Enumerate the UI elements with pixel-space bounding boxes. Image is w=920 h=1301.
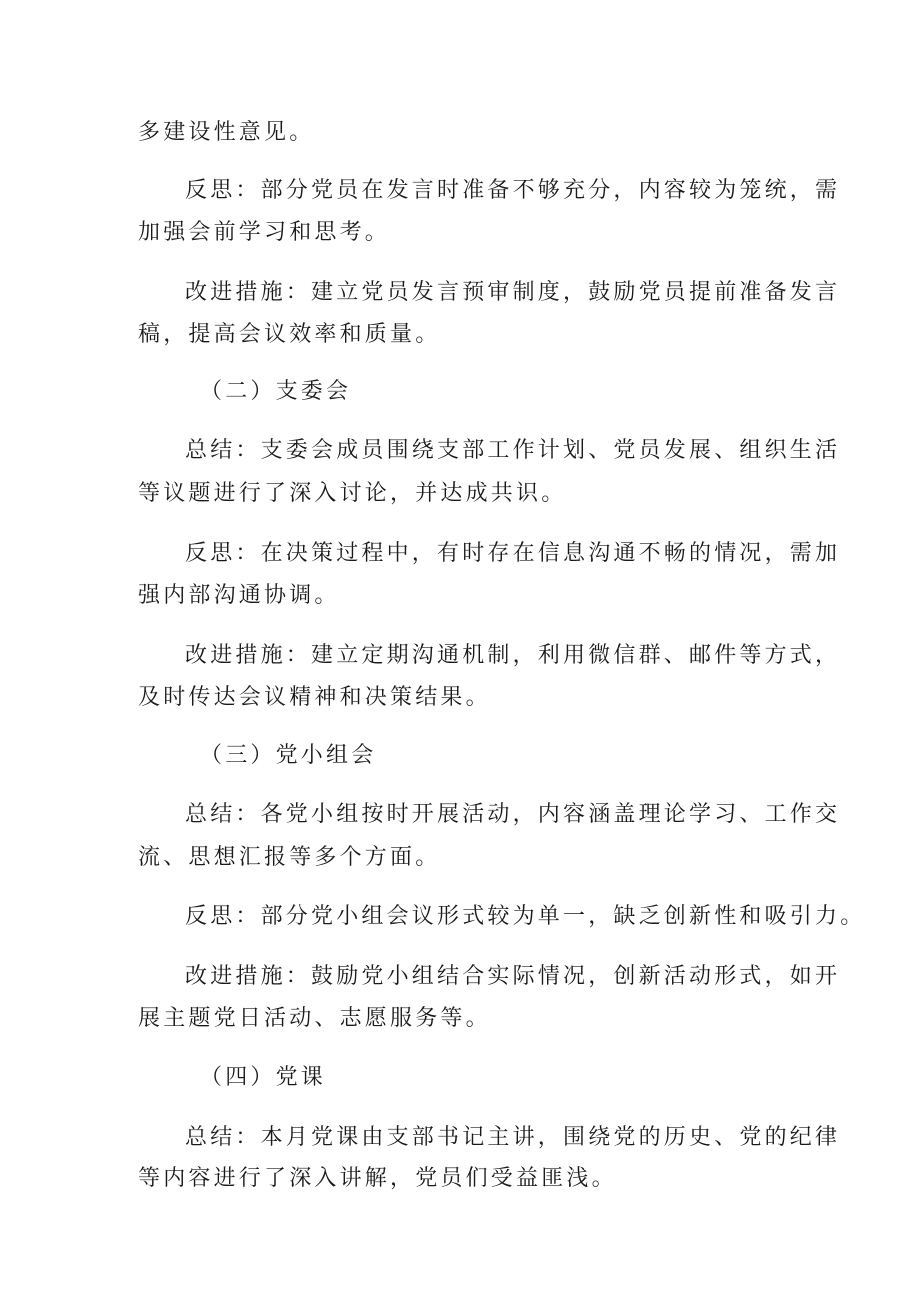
paragraph-line: 总结：本月党课由支部书记主讲，围绕党的历史、党的纪律 — [185, 1125, 841, 1150]
paragraph-line: 总结：各党小组按时开展活动，内容涵盖理论学习、工作交 — [185, 802, 841, 827]
paragraph-line: 反思：部分党员在发言时准备不够充分，内容较为笼统，需 — [185, 178, 841, 203]
paragraph-line: 展主题党日活动、志愿服务等。 — [138, 1006, 491, 1031]
paragraph-line: 改进措施：鼓励党小组结合实际情况，创新活动形式，如开 — [185, 964, 841, 989]
paragraph-line: 加强会前学习和思考。 — [138, 220, 391, 245]
paragraph-line: 及时传达会议精神和决策结果。 — [138, 685, 491, 710]
paragraph-line: 流、思想汇报等多个方面。 — [138, 845, 441, 870]
paragraph-line: 稿，提高会议效率和质量。 — [138, 322, 441, 347]
paragraph-line: 等内容进行了深入讲解，党员们受益匪浅。 — [138, 1166, 617, 1191]
paragraph-line: 反思：部分党小组会议形式较为单一，缺乏创新性和吸引力。 — [185, 904, 866, 929]
paragraph-line: 等议题进行了深入讨论，并达成共识。 — [138, 481, 567, 506]
section-heading: （三）党小组会 — [200, 743, 377, 768]
section-heading: （四）党课 — [200, 1065, 327, 1090]
paragraph-line: 改进措施：建立党员发言预审制度，鼓励党员提前准备发言 — [185, 280, 841, 305]
paragraph-line: 强内部沟通协调。 — [138, 583, 340, 608]
paragraph-line: 总结：支委会成员围绕支部工作计划、党员发展、组织生活 — [185, 438, 841, 463]
section-heading: （二）支委会 — [200, 379, 352, 404]
paragraph-line: 改进措施：建立定期沟通机制，利用微信群、邮件等方式， — [185, 643, 841, 668]
paragraph-line: 多建设性意见。 — [138, 120, 315, 145]
paragraph-line: 反思：在决策过程中，有时存在信息沟通不畅的情况，需加 — [185, 541, 841, 566]
